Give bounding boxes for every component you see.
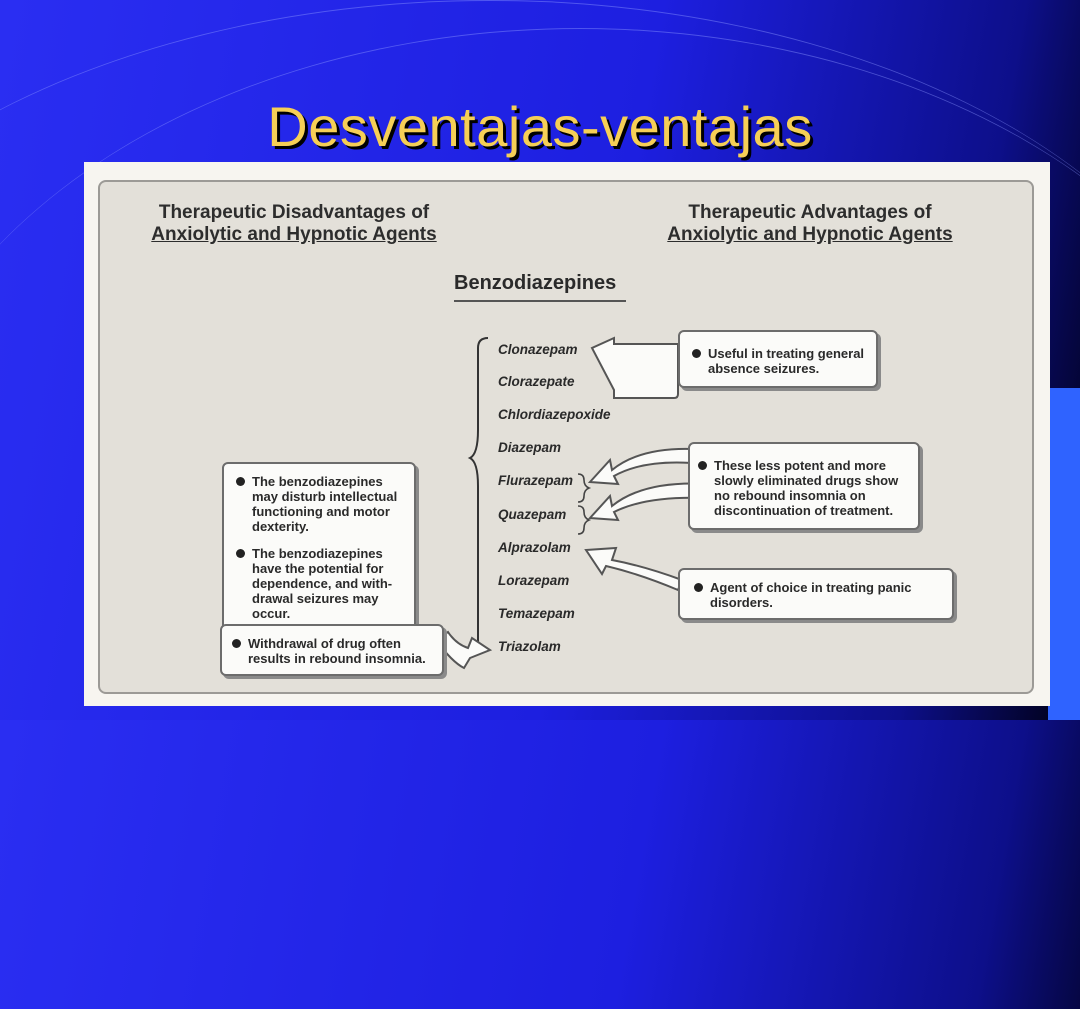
bullet-icon [698, 461, 707, 470]
disadvantages-heading: Therapeutic Disadvantages of Anxiolytic and Hypnotic Agents [151, 202, 437, 245]
arrow-clonazepam [592, 338, 678, 398]
arrow-alprazolam [586, 548, 682, 590]
bullet-icon [236, 477, 245, 486]
drug-label: Clonazepam [498, 342, 578, 357]
bullet-icon [232, 639, 241, 648]
bullet-icon [694, 583, 703, 592]
drug-label: Chlordiazepoxide [498, 407, 611, 422]
figure-image [84, 162, 1050, 706]
drug-label: Alprazolam [498, 540, 571, 555]
slow-elimination-advantage-box: These less potent and more slowly eliminated drugs show no rebound insomnia on discontinuation of treatment. [688, 442, 920, 530]
drug-label: Diazepam [498, 440, 562, 455]
drug-label: Triazolam [498, 639, 561, 654]
drug-label: Lorazepam [498, 573, 570, 588]
drug-label: Flurazepam [498, 473, 574, 488]
slide-title: Desventajas-ventajas [267, 95, 813, 158]
drug-label: Quazepam [498, 507, 567, 522]
cognitive-disadvantage-box: The benzodiazepines may disturb intellectual functioning and motor dexterity. The benzodiazepines have the potential for dependence, and with-drawal seizures may occur. [222, 462, 416, 635]
bullet-icon [692, 349, 701, 358]
clonazepam-advantage-box: Useful in treating general absence seizures. [678, 330, 878, 388]
arrow-triazolam [436, 632, 490, 668]
bullet-icon [236, 549, 245, 558]
advantages-heading: Therapeutic Advantages of Anxiolytic and Hypnotic Agents [667, 202, 953, 245]
quazepam-brace [578, 506, 589, 534]
flurazepam-brace [578, 474, 589, 502]
accent-bar [1048, 388, 1080, 720]
alprazolam-advantage-box: Agent of choice in treating panic disorders. [678, 568, 954, 620]
rebound-disadvantage-box: Withdrawal of drug often results in rebound insomnia. [220, 624, 444, 676]
drug-label: Clorazepate [498, 374, 575, 389]
drug-label: Temazepam [498, 606, 575, 621]
drug-bracket [470, 338, 488, 650]
benzodiazepines-heading: Benzodiazepines [454, 272, 617, 294]
